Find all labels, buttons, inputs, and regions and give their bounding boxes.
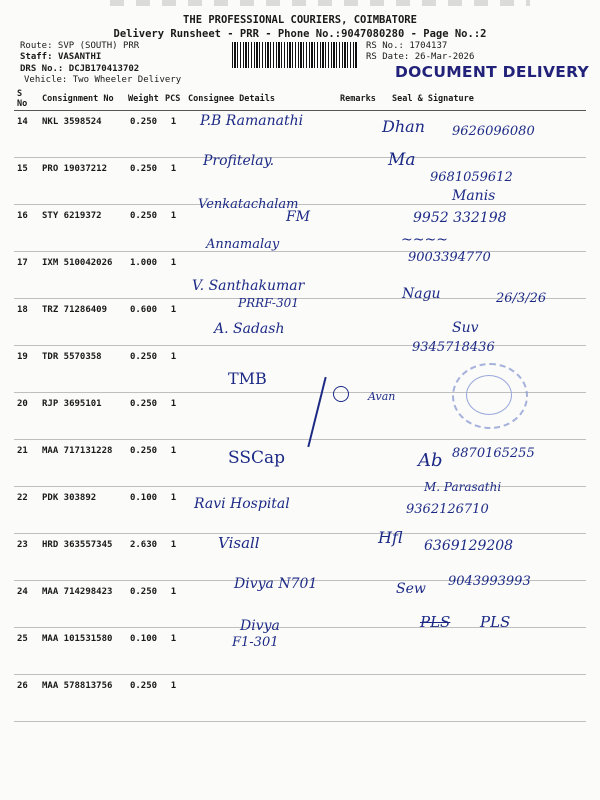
remarks-cell bbox=[337, 205, 389, 252]
sno-cell: 22 bbox=[14, 487, 39, 534]
weight-cell: 0.250 bbox=[125, 111, 162, 158]
hw-signature-26b: PLS bbox=[480, 613, 511, 631]
hw-phone-25: 9043993993 bbox=[448, 574, 531, 589]
sno-cell: 24 bbox=[14, 581, 39, 628]
col-remarks: Remarks bbox=[337, 88, 389, 111]
drs-label: DRS No.: bbox=[20, 64, 69, 74]
hw-signature-14: Dhan bbox=[382, 117, 425, 136]
drs-line bbox=[20, 64, 139, 74]
sno-cell: 14 bbox=[14, 111, 39, 158]
hw-consignee-15: Profitelay. bbox=[203, 153, 275, 169]
company-title: THE PROFESSIONAL COURIERS, COIMBATORE bbox=[183, 14, 417, 26]
weight-cell: 0.600 bbox=[125, 299, 162, 346]
remarks-cell bbox=[337, 487, 389, 534]
hw-phone-19: 9345718436 bbox=[412, 340, 495, 355]
table-row bbox=[14, 675, 586, 722]
pcs-cell: 1 bbox=[162, 205, 185, 252]
hw-consignee-25: Divya N701 bbox=[234, 576, 318, 592]
sno-cell: 19 bbox=[14, 346, 39, 393]
hw-phone-14: 9626096080 bbox=[452, 124, 535, 139]
hw-date-18: 26/3/26 bbox=[496, 291, 547, 306]
hw-consignee-22: SSCap bbox=[228, 448, 286, 468]
sno-cell: 21 bbox=[14, 440, 39, 487]
hw-consignee-26: Divya bbox=[240, 618, 280, 634]
runsheet-subtitle: Delivery Runsheet - PRR - Phone No.:9047080280 - Page No.:2 bbox=[113, 28, 487, 40]
hw-signature-16: Manis bbox=[452, 188, 496, 204]
hw-consignee-18: V. Santhakumar bbox=[192, 278, 305, 294]
consignment-cell: HRD 363557345 bbox=[39, 534, 125, 581]
consignment-cell: PDK 303892 bbox=[39, 487, 125, 534]
staff-name: VASANTHI bbox=[57, 52, 102, 62]
hw-signature-18: Nagu bbox=[402, 286, 441, 302]
staff-line bbox=[20, 52, 101, 62]
pcs-cell: 1 bbox=[162, 581, 185, 628]
table-row bbox=[14, 628, 586, 675]
hw-phone-23: 9362126710 bbox=[406, 502, 489, 517]
weight-cell: 0.100 bbox=[125, 628, 162, 675]
weight-cell: 1.000 bbox=[125, 252, 162, 299]
weight-cell: 2.630 bbox=[125, 534, 162, 581]
consignment-cell: TDR 5570358 bbox=[39, 346, 125, 393]
hw-signature-22: Ab bbox=[418, 450, 443, 471]
weight-cell: 0.250 bbox=[125, 346, 162, 393]
weight-cell: 0.250 bbox=[125, 440, 162, 487]
company-seal-inner bbox=[466, 375, 512, 415]
col-weight: Weight bbox=[125, 88, 162, 111]
consignment-cell: TRZ 71286409 bbox=[39, 299, 125, 346]
hw-signature-23: M. Parasathi bbox=[424, 480, 502, 494]
hw-signature-17: ~~~~ bbox=[401, 232, 448, 248]
sno-cell: 23 bbox=[14, 534, 39, 581]
pcs-cell: 1 bbox=[162, 299, 185, 346]
pcs-cell: 1 bbox=[162, 440, 185, 487]
hw-consignee-18b: PRRF-301 bbox=[238, 296, 299, 310]
rs-number: RS No.: 1704137 bbox=[366, 41, 448, 51]
remarks-cell bbox=[337, 346, 389, 393]
hw-consignee-19: A. Sadash bbox=[214, 321, 285, 337]
hw-signature-25: Sew bbox=[396, 581, 426, 597]
route-text: Route: SVP (SOUTH) PRR bbox=[20, 41, 140, 51]
col-sno: S No bbox=[14, 88, 39, 111]
consignee-cell bbox=[185, 534, 337, 581]
sno-cell: 17 bbox=[14, 252, 39, 299]
hw-consignee-20: TMB bbox=[228, 369, 267, 388]
pcs-cell: 1 bbox=[162, 675, 185, 722]
hw-consignee-24: Visall bbox=[218, 534, 260, 552]
hw-phone-16: 9952 332198 bbox=[413, 210, 507, 226]
remarks-cell bbox=[337, 252, 389, 299]
remarks-cell bbox=[337, 628, 389, 675]
hw-phone-24: 6369129208 bbox=[424, 538, 514, 554]
sno-cell: 26 bbox=[14, 675, 39, 722]
col-pcs: PCS bbox=[162, 88, 185, 111]
hw-consignee-14: P.B Ramanathi bbox=[200, 113, 304, 129]
consignment-cell: MAA 717131228 bbox=[39, 440, 125, 487]
sno-cell: 16 bbox=[14, 205, 39, 252]
sno-cell: 20 bbox=[14, 393, 39, 440]
weight-cell: 0.100 bbox=[125, 487, 162, 534]
consignment-cell: NKL 3598524 bbox=[39, 111, 125, 158]
table-header-row bbox=[14, 88, 586, 111]
hw-signature-26: PLS bbox=[420, 613, 451, 631]
hw-phone-15: 9681059612 bbox=[430, 170, 513, 185]
pcs-cell: 1 bbox=[162, 252, 185, 299]
weight-cell: 0.250 bbox=[125, 205, 162, 252]
consignment-cell: RJP 3695101 bbox=[39, 393, 125, 440]
signature-cell bbox=[389, 675, 586, 722]
col-signature: Seal & Signature bbox=[389, 88, 586, 111]
hw-circle bbox=[333, 386, 349, 402]
drs-number: DCJB170413702 bbox=[68, 64, 140, 74]
hw-signature-20: Avan bbox=[368, 390, 396, 403]
barcode bbox=[232, 42, 358, 68]
pcs-cell: 1 bbox=[162, 111, 185, 158]
consignment-cell: IXM 510042026 bbox=[39, 252, 125, 299]
hw-consignee-16: Venkatachalam bbox=[198, 197, 299, 212]
sno-cell: 15 bbox=[14, 158, 39, 205]
col-consignment: Consignment No bbox=[39, 88, 125, 111]
consignment-cell: PRO 19037212 bbox=[39, 158, 125, 205]
remarks-cell bbox=[337, 581, 389, 628]
pcs-cell: 1 bbox=[162, 393, 185, 440]
sno-cell: 25 bbox=[14, 628, 39, 675]
signature-cell bbox=[389, 628, 586, 675]
weight-cell: 0.250 bbox=[125, 158, 162, 205]
weight-cell: 0.250 bbox=[125, 581, 162, 628]
consignment-cell: MAA 101531580 bbox=[39, 628, 125, 675]
scan-artifact bbox=[110, 0, 530, 6]
pcs-cell: 1 bbox=[162, 346, 185, 393]
rs-date: RS Date: 26-Mar-2026 bbox=[366, 52, 475, 62]
vehicle-text: Vehicle: Two Wheeler Delivery bbox=[24, 75, 182, 85]
sno-cell: 18 bbox=[14, 299, 39, 346]
weight-cell: 0.250 bbox=[125, 393, 162, 440]
consignee-cell bbox=[185, 675, 337, 722]
consignment-cell: MAA 714298423 bbox=[39, 581, 125, 628]
pcs-cell: 1 bbox=[162, 534, 185, 581]
consignment-cell: MAA 578813756 bbox=[39, 675, 125, 722]
hw-phone-17: 9003394770 bbox=[408, 250, 491, 265]
remarks-cell bbox=[337, 440, 389, 487]
hw-consignee-17: Annamalay bbox=[206, 237, 280, 252]
consignment-cell: STY 6219372 bbox=[39, 205, 125, 252]
pcs-cell: 1 bbox=[162, 628, 185, 675]
hw-signature-24: Hfl bbox=[378, 528, 403, 547]
document-delivery-badge: DOCUMENT DELIVERY bbox=[395, 63, 590, 81]
remarks-cell bbox=[337, 158, 389, 205]
hw-signature-15: Ma bbox=[388, 150, 416, 170]
pcs-cell: 1 bbox=[162, 487, 185, 534]
remarks-cell bbox=[337, 675, 389, 722]
hw-consignee-16b: FM bbox=[286, 209, 311, 225]
hw-consignee-26b: F1-301 bbox=[232, 635, 279, 650]
hw-phone-22: 8870165255 bbox=[452, 446, 535, 461]
signature-cell bbox=[389, 299, 586, 346]
pcs-cell: 1 bbox=[162, 158, 185, 205]
weight-cell: 0.250 bbox=[125, 675, 162, 722]
col-consignee: Consignee Details bbox=[185, 88, 337, 111]
hw-consignee-23: Ravi Hospital bbox=[194, 496, 290, 512]
remarks-cell bbox=[337, 299, 389, 346]
staff-label: Staff: bbox=[20, 52, 58, 62]
hw-signature-19: Suv bbox=[452, 320, 479, 336]
